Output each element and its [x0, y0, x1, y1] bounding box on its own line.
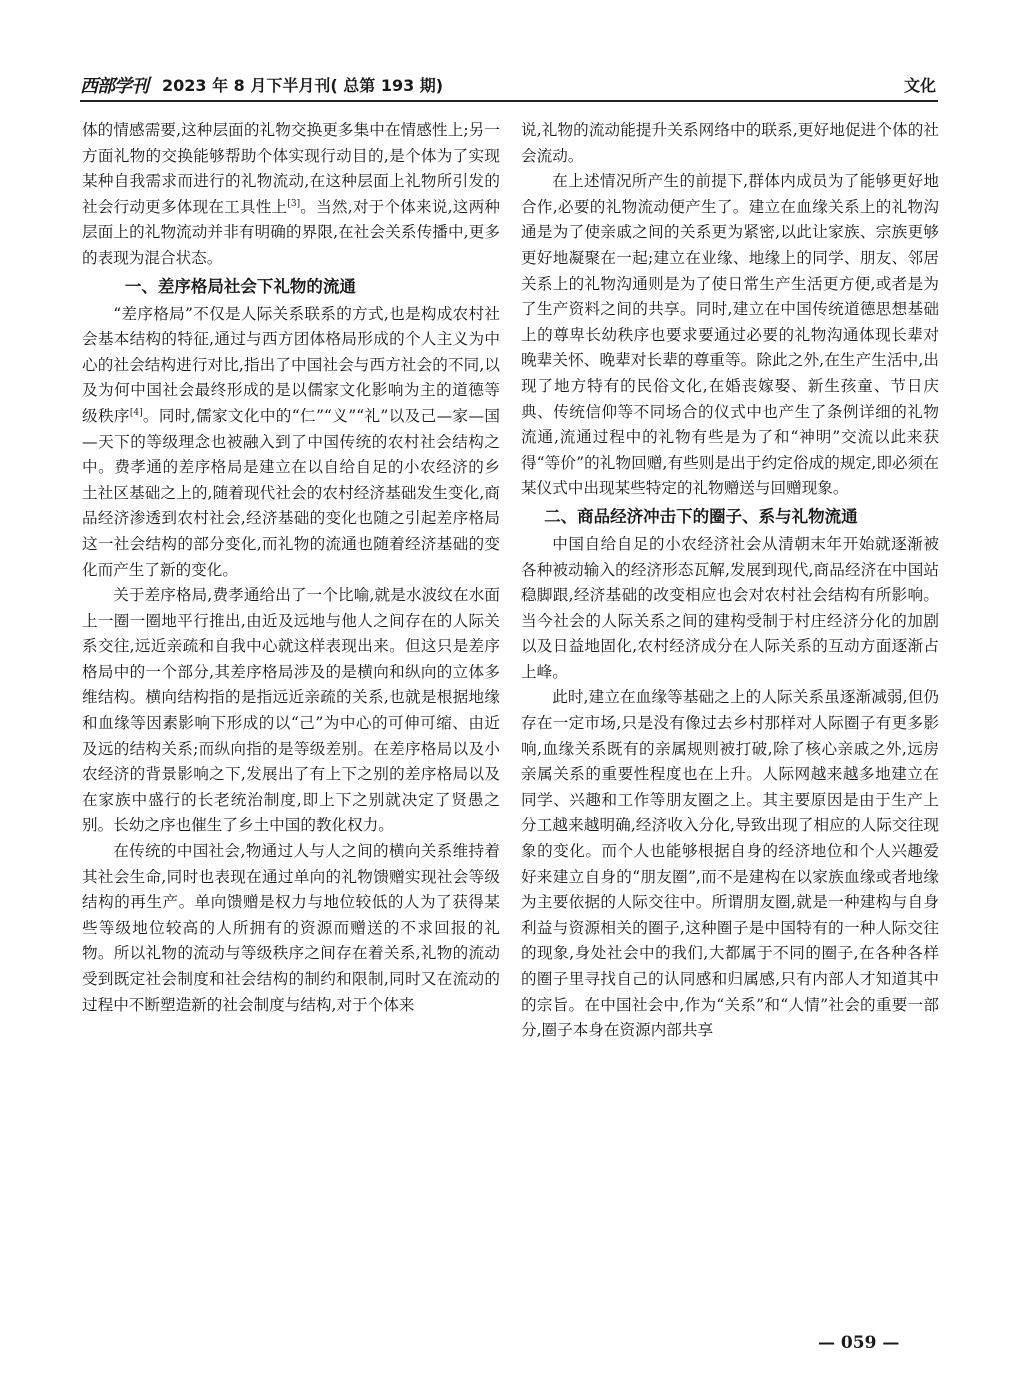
right-column — [521, 118, 939, 1044]
section-heading: 二、商品经济冲击下的圈子、系与礼物流通 — [544, 506, 858, 526]
paragraph: 关于差序格局,费孝通给出了一个比喻,就是水波纹在水面上一圈一圈地平行推出,由近及远地与他人之间存在的人际关系交往,远近亲疏和自我中心就这样表现出来。但这只是差序格局中的一个部分,其差序格局涉及的是横向和纵向的立体多维结构。横向结构指的是指远近亲疏的关系,也就是根据地缘和血缘等因素影响下形成的以“己”为中心的可伸可缩、由近及远的结构关系;而纵向指的是等级差别。在差序格局以及小农经济的背景影响之下,发展出了有上下之别的差序格局以及在家族中盛行的长老统治制度,即上下之别就决定了贤愚之别。长幼之序也催生了乡土中国的教化权力。 — [82, 586, 500, 835]
citation: [3] — [287, 198, 301, 209]
citation: [4] — [129, 407, 143, 418]
journal-logo: 西部学刊 — [80, 76, 148, 97]
issue-info: 2023 年 8 月下半月刊( 总第 193 期) — [162, 76, 444, 95]
paragraph: 在上述情况所产生的前提下,群体内成员为了能够更好地合作,必要的礼物流动便产生了。建立在血缘关系上的礼物沟通是为了使亲戚之间的关系更为紧密,以此让家族、宗族更够更好地凝聚在一起;建立在业缘、地缘上的同学、朋友、邻居关系上的礼物沟通则是为了使日常生产生活更方便,或者是为了生产资料之间的共享。同时,建立在中国传统道德思想基础上的尊卑长幼秩序也要求要通过必要的礼物沟通体现长辈对晚辈关怀、晚辈对长辈的尊重等。除此之外,在生产生活中,出现了地方特有的民俗文化,在婚丧嫁娶、新生孩童、节日庆典、传统信仰等不同场合的仪式中也产生了条例详细的礼物流通,流通过程中的礼物有些是为了和“神明”交流以此来获得“等价”的礼物回赠,有些则是出于约定俗成的规定,即必须在某仪式中出现某些特定的礼物赠送与回赠现象。 — [521, 172, 939, 498]
paragraph: 说,礼物的流动能提升关系网络中的联系,更好地促进个体的社会流动。 — [521, 121, 939, 165]
page-number: — 059 — — [818, 1333, 900, 1353]
left-column — [82, 118, 500, 1018]
paragraph: 此时,建立在血缘等基础之上的人际关系虽逐渐减弱,但仍存在一定市场,只是没有像过去乡村那样对人际圈子有更多影响,血缘关系既有的亲属规则被打破,除了核心亲戚之外,远房亲属关系的重要性程度也在上升。人际网越来越多地建立在同学、兴趣和工作等朋友圈之上。其主要原因是由于生产上分工越来越明确,经济收入分化,导致出现了相应的人际交往现象的变化。而个人也能够根据自身的经济地位和个人兴趣爱好来建立自身的“朋友圈”,而不是建构在以家族血缘或者地缘为主要依据的人际交往中。所谓朋友圈,就是一种建构与自身利益与资源相关的圈子,这种圈子是中国特有的一种人际交往的现象,身处社会中的我们,大都属于不同的圈子,在各种各样的圈子里寻找自己的认同感和归属感,只有内部人才知道其中的宗旨。在中国社会中,作为“关系”和“人情”社会的重要一部分,圈子本身在资源内部共享 — [521, 688, 939, 1040]
section-heading: 一、差序格局社会下礼物的流通 — [124, 276, 356, 296]
section-label: 文化 — [903, 76, 936, 95]
paragraph: 中国自给自足的小农经济社会从清朝末年开始就逐渐被各种被动输入的经济形态瓦解,发展到现代,商品经济在中国站稳脚跟,经济基础的改变相应也会对农村社会结构有所影响。当今社会的人际关系之间的建构受制于村庄经济分化的加剧以及日益地固化,农村经济成分在人际关系的互动方面逐渐占上峰。 — [521, 534, 939, 681]
paragraph: “差序格局”不仅是人际关系联系的方式,也是构成农村社会基本结构的特征,通过与西方团体格局形成的个人主义为中心的社会结构进行对比,指出了中国社会与西方社会的不同,以及为何中国社会最终形成的是以儒家文化影响为主的道德等级秩序[4]。同时,儒家文化中的“仁”“义”“礼”以及己—家—国—天下的等级理念也被融入到了中国传统的农村社会结构之中。费孝通的差序格局是建立在以自给自足的小农经济的乡土社区基础之上的,随着现代社会的农村经济基础发生变化,商品经济渗透到农村社会,经济基础的变化也随之引起差序格局这一社会结构的部分变化,而礼物的流通也随着经济基础的变化而产生了新的变化。 — [82, 304, 500, 579]
paragraph: 在传统的中国社会,物通过人与人之间的横向关系维持着其社会生命,同时也表现在通过单向的礼物馈赠实现社会等级结构的再生产。单向馈赠是权力与地位较低的人为了获得某些等级地位较高的人所拥有的资源而赠送的不求回报的礼物。所以礼物的流动与等级秩序之间存在着关系,礼物的流动受到既定社会制度和社会结构的制约和限制,同时又在流动的过程中不断塑造新的社会制度与结构,对于个体来 — [82, 842, 500, 1014]
page-header — [80, 70, 938, 102]
paragraph: 体的情感需要,这种层面的礼物交换更多集中在情感性上;另一方面礼物的交换能够帮助个体实现行动目的,是个体为了实现某种自我需求而进行的礼物流动,在这种层面上礼物所引发的社会行动更多体现在工具性上[3]。当然,对于个体来说,这两种层面上的礼物流动并非有明确的界限,在社会关系传播中,更多的表现为混合状态。 — [82, 121, 500, 267]
